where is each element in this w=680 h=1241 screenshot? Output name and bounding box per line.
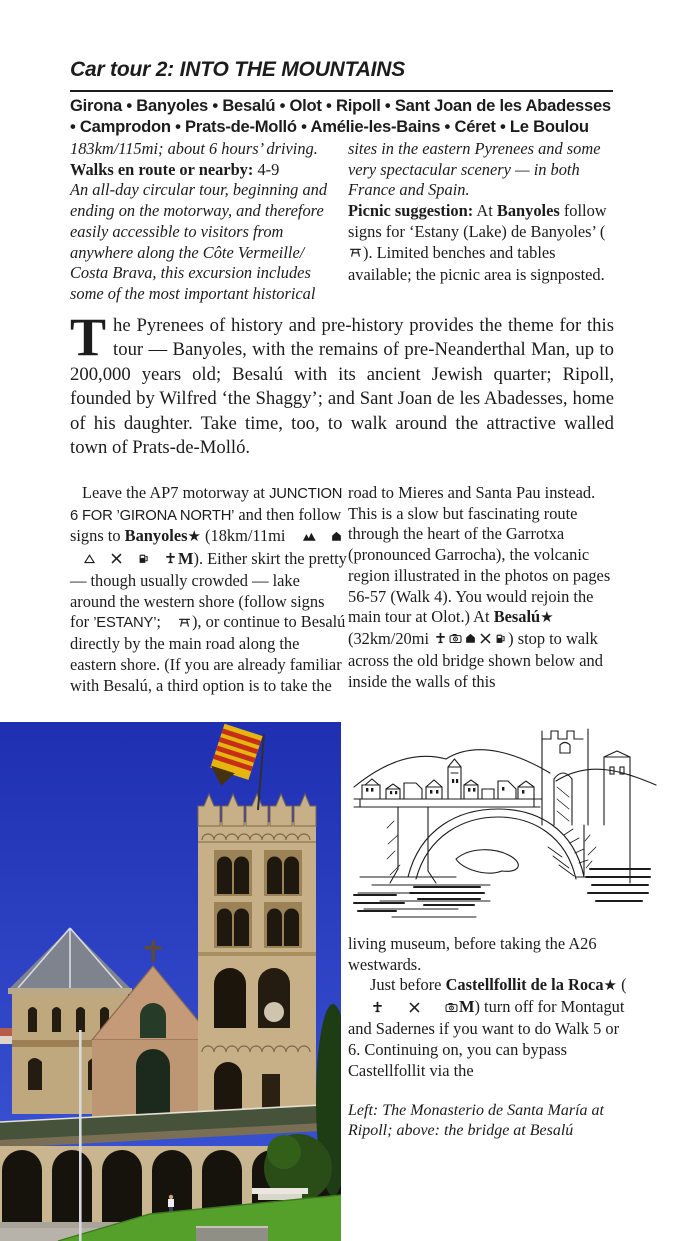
route-line-1: Girona • Banyoles • Besalú • Olot • Ripoll • Sant Joan de les Abadesses (70, 96, 611, 115)
triangle-icon (71, 550, 96, 571)
lead-text: he Pyrenees of history and pre-history provides the theme for this tour — Banyoles, with the remains of pre-Neanderthal Man, up to 200,000 years old; Besalú with its ancient Jewish quarter; Ripoll, founded by Wilfred ‘the Shaggy’; and Sant Joan de les Abadesses, home of his daughter. Take time, too, to walk around the attractive walled town of Prats-de-Molló. (70, 315, 614, 459)
main-left-column (70, 483, 347, 697)
title-rule (70, 90, 613, 92)
paragraph: Just before Castellfollit de la Roca★ (M) turn off for Montagut and Sadernes if you want to do Walk 5 or 6. Continuing on, you can bypass Castellfollit via the (348, 975, 627, 1080)
camera-icon (423, 999, 458, 1020)
petrol-pump-icon (494, 630, 507, 651)
page-title: Car tour 2: INTO THE MOUNTAINS (70, 58, 406, 81)
distance-line: 183km/115mi; about 6 hours’ driving. (70, 139, 318, 158)
lead-paragraph (70, 307, 614, 460)
paragraph: living museum, before taking the A26 westwards. (348, 934, 597, 974)
drop-cap: T (70, 307, 107, 367)
cross-icon (434, 630, 447, 651)
twin-peaks-icon (291, 528, 316, 549)
paragraph: Leave the AP7 motorway at JUNCTION 6 FOR ’GIRONA NORTH’ and then follow signs to Banyoles★ (18km/11mi M). Either skirt the pretty — though usually crowded — lake around the western shore (follow signs for ’ESTANY’; ), or continue to Besalú directly by the main road along the eastern shore. (If you are already familiar with Besalú, a third option is to take the (70, 483, 347, 695)
house-icon (464, 630, 477, 651)
paragraph: road to Mieres and Santa Pau instead. This is a slow but fascinating route through the heart of the Garrotxa (pronounced Garrocha), the volcanic region illustrated in the photos on pages 56-57 (Walk 4). You would rejoin the main tour at Olot.) At Besalú★ (32km/20mi ) stop to walk across the old bridge shown below and inside the walls of this (348, 483, 611, 691)
tour-description-continued: sites in the eastern Pyrenees and some very spectacular scenery — in both France and Spain. (348, 139, 601, 200)
route-line-2: • Camprodon • Prats-de-Molló • Amélie-les-Bains • Céret • Le Boulou (70, 116, 589, 136)
intro-left-column (70, 139, 342, 305)
main-right-column (348, 483, 620, 693)
camera-icon (449, 630, 462, 651)
picnic-suggestion: Picnic suggestion: At Banyoles follow signs for ‘Estany (Lake) de Banyoles’ (). Limited benches and tables available; the picnic area is signposted. (348, 201, 607, 284)
besalu-bridge-drawing (352, 727, 658, 925)
ripoll-monastery-photo (0, 722, 341, 1241)
petrol-pump-icon (125, 550, 150, 571)
tour-description: An all-day circular tour, beginning and ending on the motorway, and therefore easily accessible to visitors from anywhere along the Côte Vermeille/ Costa Brava, this excursion includes some of the most important historical (70, 180, 328, 303)
house-icon (318, 528, 343, 549)
cutlery-icon (386, 999, 421, 1020)
intro-right-column (348, 139, 620, 285)
cutlery-icon (98, 550, 123, 571)
main-right-lower (348, 934, 632, 1081)
route-list (70, 96, 618, 137)
picnic-table-icon (349, 244, 362, 265)
photo-caption: Left: The Monasterio de Santa María at Ripoll; above: the bridge at Besalú (348, 1102, 604, 1139)
picnic-table-icon (166, 614, 191, 635)
cutlery-icon (479, 630, 492, 651)
cross-icon (349, 999, 384, 1020)
walks-line: Walks en route or nearby: 4-9 (70, 159, 280, 179)
cross-icon (152, 550, 177, 571)
